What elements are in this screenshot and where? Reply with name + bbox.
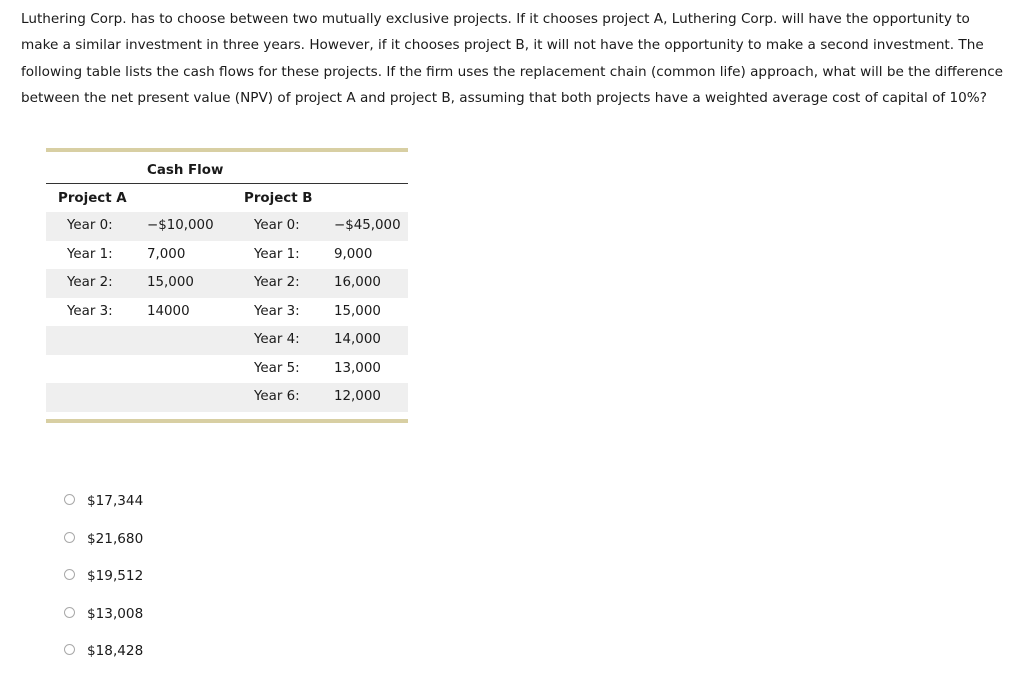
answer-option[interactable]: [64, 490, 264, 514]
table-top-band: [46, 148, 408, 152]
project-a-value: 14000: [147, 303, 190, 319]
radio-button[interactable]: [64, 607, 75, 618]
table-row: [46, 355, 408, 384]
radio-button[interactable]: [64, 532, 75, 543]
project-b-value: 9,000: [334, 246, 373, 262]
answer-option-label[interactable]: $18,428: [87, 643, 144, 659]
answer-option-label[interactable]: $13,008: [87, 605, 144, 622]
project-a-year: Year 1:: [67, 246, 113, 262]
project-b-header: Project B: [244, 191, 313, 206]
project-a-year: Year 3:: [67, 303, 113, 319]
question-text: Luthering Corp. has to choose between two mutually exclusive projects. If it chooses project A, Luthering Corp. will have the opportunity to make a similar investment in three years. However, if it chooses project B, it will not have the opportunity to make a second investment. The following table lists the cash flows for these projects. If the firm uses the replacement chain (common life) approach, what will be the difference between the net present value (NPV) of project A and project B, assuming that both projects have a weighted average cost of capital of 10%?: [21, 11, 1004, 106]
project-a-value: 7,000: [147, 246, 186, 262]
table-row: [46, 212, 408, 241]
answer-option[interactable]: [64, 603, 264, 627]
table-title: Cash Flow: [147, 163, 224, 178]
answer-option[interactable]: [64, 528, 264, 552]
table-row: [46, 326, 408, 355]
table-row: [46, 241, 408, 270]
radio-button[interactable]: [64, 569, 75, 580]
table-header-rule: [46, 183, 408, 184]
project-b-value: 12,000: [334, 389, 381, 404]
radio-button[interactable]: [64, 494, 75, 505]
table-bottom-band: [46, 419, 408, 423]
answer-option-label[interactable]: $17,344: [87, 493, 144, 509]
project-b-year: Year 4:: [254, 332, 300, 347]
project-b-year: Year 6:: [254, 389, 300, 404]
project-a-value: 15,000: [147, 275, 194, 290]
table-row: [46, 383, 408, 412]
project-a-value: −$10,000: [147, 218, 214, 233]
table-row: [46, 298, 408, 327]
answer-option-label[interactable]: $19,512: [87, 568, 144, 584]
project-a-year: Year 2:: [67, 275, 113, 290]
project-a-header: Project A: [58, 191, 127, 206]
project-b-value: 15,000: [334, 303, 381, 319]
project-b-value: 16,000: [334, 275, 381, 290]
project-b-year: Year 5:: [254, 360, 300, 376]
project-b-year: Year 1:: [254, 246, 300, 262]
project-b-year: Year 2:: [254, 275, 300, 290]
project-b-value: 14,000: [334, 332, 381, 347]
project-a-year: Year 0:: [67, 218, 113, 233]
project-b-year: Year 3:: [254, 303, 300, 319]
cash-flow-table: [46, 148, 408, 425]
answer-option-label[interactable]: $21,680: [87, 530, 144, 547]
project-b-year: Year 0:: [254, 218, 300, 233]
table-row: [46, 269, 408, 298]
answer-option[interactable]: [64, 565, 264, 589]
project-b-value: −$45,000: [334, 218, 401, 233]
radio-button[interactable]: [64, 644, 75, 655]
project-b-value: 13,000: [334, 360, 381, 376]
answer-option[interactable]: [64, 640, 264, 664]
